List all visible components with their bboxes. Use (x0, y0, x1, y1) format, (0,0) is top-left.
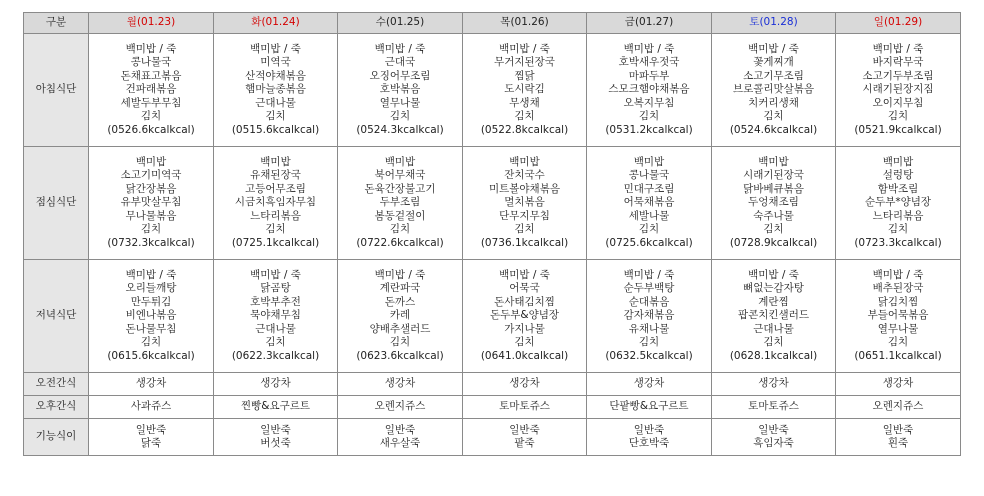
menu-item: 백미밥 / 죽 (748, 268, 799, 281)
menu-cell (712, 34, 836, 147)
menu-item: 닭김치찜 (877, 295, 919, 308)
menu-item: 멸치볶음 (504, 196, 545, 209)
menu-item: 버섯죽 (260, 437, 291, 449)
menu-item: 김치 (140, 110, 162, 123)
menu-item: (0728.9kcalkcal) (729, 236, 818, 249)
menu-cell (338, 147, 463, 260)
menu-item: 미트볼야채볶음 (488, 182, 560, 195)
menu-item: 순대볶음 (628, 295, 670, 308)
menu-item: 생강차 (882, 377, 914, 390)
menu-item: 배추된장국 (872, 282, 924, 295)
menu-item: 김치 (887, 336, 909, 349)
menu-item: 팝콘치킨샐러드 (737, 309, 809, 322)
day-header: 토(01.28) (712, 13, 836, 34)
menu-item: 백미밥 / 죽 (125, 42, 177, 55)
menu-cell (587, 373, 712, 396)
menu-item: 김치 (763, 223, 784, 236)
menu-cell (338, 260, 463, 373)
menu-item: (0723.3kcalkcal) (854, 236, 942, 249)
menu-item: 생강차 (384, 377, 416, 390)
menu-item: 토마토쥬스 (499, 400, 550, 413)
menu-item: 마파두부 (628, 69, 670, 82)
menu-item: 양배추샐러드 (369, 322, 431, 335)
menu-item: (0524.6kcalkcal) (729, 123, 818, 136)
menu-item: (0615.6kcalkcal) (107, 349, 195, 362)
menu-item: 돈나물무침 (125, 322, 177, 335)
menu-item: 두엉채조림 (748, 196, 799, 209)
menu-item: 백미밥 / 죽 (872, 268, 924, 281)
menu-item: 근대나물 (255, 96, 296, 109)
menu-item: 감자채볶음 (623, 309, 675, 322)
menu-item: 김치 (514, 336, 535, 349)
menu-cell (836, 373, 961, 396)
menu-item: 오리들깨탕 (125, 282, 177, 295)
day-header: 월(01.23) (89, 13, 214, 34)
menu-item: 김치 (638, 223, 660, 236)
menu-item: 잔치국수 (504, 169, 545, 182)
menu-item: 봄동겉절이 (374, 209, 426, 222)
menu-cell (89, 34, 214, 147)
table-row (24, 419, 961, 456)
menu-item: 무생채 (509, 96, 540, 109)
menu-item: 일반죽 (384, 423, 416, 436)
menu-item: 콩나물국 (628, 169, 670, 182)
menu-item: (0725.6kcalkcal) (605, 236, 693, 249)
menu-item: 김치 (514, 223, 535, 236)
menu-item: 무나물볶음 (125, 209, 177, 222)
menu-cell (587, 34, 712, 147)
menu-item: 유부맛살무침 (120, 196, 182, 209)
menu-cell (463, 34, 587, 147)
menu-item: (0521.9kcalkcal) (854, 123, 942, 136)
menu-cell (463, 260, 587, 373)
menu-item: (0641.0kcalkcal) (480, 349, 569, 362)
menu-item: 호박부추전 (250, 295, 301, 308)
menu-item: 근대나물 (255, 322, 296, 335)
menu-item: 열무나물 (379, 96, 421, 109)
menu-item: 닭죽 (140, 437, 162, 449)
menu-item: 김치 (638, 110, 660, 123)
menu-item: (0732.3kcalkcal) (107, 236, 195, 249)
menu-item: (0622.3kcalkcal) (231, 349, 320, 362)
menu-cell (463, 373, 587, 396)
menu-cell (89, 260, 214, 373)
menu-item: 단무지무침 (499, 209, 550, 222)
menu-item: 소고기미역국 (120, 169, 182, 182)
menu-item: 부들어묵볶음 (867, 309, 929, 322)
menu-item: 김치 (887, 223, 909, 236)
menu-item: 백미밥 (758, 155, 789, 168)
menu-cell (712, 419, 836, 456)
menu-item: (0725.1kcalkcal) (231, 236, 320, 249)
table-row (24, 396, 961, 419)
menu-item: 팥죽 (514, 437, 535, 449)
menu-item: 순두부백탕 (623, 282, 675, 295)
menu-item: 생강차 (509, 377, 540, 390)
menu-cell (89, 396, 214, 419)
table-row (24, 147, 961, 260)
menu-cell (836, 34, 961, 147)
menu-item: 백미밥 / 죽 (374, 42, 426, 55)
menu-item: 계란찜 (758, 295, 789, 308)
menu-cell (214, 396, 338, 419)
menu-item: (0531.2kcalkcal) (605, 123, 693, 136)
menu-item: (0736.1kcalkcal) (480, 236, 569, 249)
menu-cell (214, 419, 338, 456)
menu-item: 백미밥 / 죽 (374, 268, 426, 281)
row-label: 저녁식단 (24, 260, 89, 373)
row-label: 오전간식 (24, 373, 89, 396)
menu-cell (338, 34, 463, 147)
menu-item: 백미밥 (260, 155, 291, 168)
menu-item: 생강차 (135, 377, 167, 390)
menu-item: 백미밥 / 죽 (623, 268, 675, 281)
menu-item: 백미밥 (384, 155, 416, 168)
menu-item: 김치 (389, 223, 411, 236)
row-label: 기능식이 (24, 419, 89, 456)
menu-cell (214, 147, 338, 260)
table-row (24, 260, 961, 373)
menu-item: 미역국 (260, 56, 291, 69)
menu-item: 순두부*양념장 (864, 196, 932, 209)
day-header: 목(01.26) (463, 13, 587, 34)
menu-cell (836, 396, 961, 419)
row-label: 점심식단 (24, 147, 89, 260)
menu-item: 단호박죽 (628, 437, 670, 449)
menu-item: 유채나물 (628, 322, 670, 335)
menu-item: 돈까스 (384, 295, 416, 308)
menu-item: (0632.5kcalkcal) (605, 349, 693, 362)
menu-cell (587, 260, 712, 373)
menu-item: 백미밥 / 죽 (250, 268, 301, 281)
menu-item: (0722.6kcalkcal) (356, 236, 444, 249)
menu-item: 백미밥 / 죽 (872, 42, 924, 55)
menu-cell (338, 419, 463, 456)
menu-cell (214, 34, 338, 147)
menu-cell (89, 419, 214, 456)
menu-item: 도시락김 (504, 83, 545, 96)
menu-item: 오렌지쥬스 (374, 400, 426, 413)
menu-item: 일반죽 (882, 423, 914, 436)
menu-item: 찐빵&요구르트 (240, 400, 311, 413)
menu-cell (712, 373, 836, 396)
menu-item: 소고기무조림 (743, 69, 804, 82)
menu-item: (0524.3kcalkcal) (356, 123, 444, 136)
row-label: 오후간식 (24, 396, 89, 419)
menu-item: 김치 (389, 336, 411, 349)
corner-label: 구분 (24, 13, 89, 34)
menu-item: 세발두부무침 (120, 96, 182, 109)
menu-item: 근대국 (384, 56, 416, 69)
menu-cell (712, 396, 836, 419)
header-row (24, 13, 961, 34)
menu-item: 묵야채무침 (250, 309, 301, 322)
menu-item: 오이지무침 (872, 96, 924, 109)
menu-item: 오복지무침 (623, 96, 675, 109)
menu-item: 닭곰탕 (260, 282, 291, 295)
menu-item: 스모크햄야채볶음 (608, 83, 690, 96)
menu-cell (836, 419, 961, 456)
menu-item: 백미밥 / 죽 (499, 42, 550, 55)
day-header: 화(01.24) (214, 13, 338, 34)
menu-item: 어묵국 (509, 282, 540, 295)
menu-item: 백미밥 (633, 155, 665, 168)
menu-item: 비엔나볶음 (125, 309, 177, 322)
menu-item: 생강차 (633, 377, 665, 390)
menu-item: 흰죽 (887, 437, 909, 449)
menu-cell (338, 373, 463, 396)
menu-item: 백미밥 (882, 155, 914, 168)
menu-item: 함박조림 (877, 182, 919, 195)
menu-cell (712, 260, 836, 373)
weekly-meal-table (23, 12, 961, 456)
menu-item: 김치 (265, 223, 286, 236)
menu-item: 찜닭 (514, 69, 535, 82)
table-row (24, 34, 961, 147)
menu-item: 소고기두부조림 (862, 69, 934, 82)
menu-item: 열무나물 (877, 322, 919, 335)
menu-cell (836, 147, 961, 260)
menu-item: 백미밥 / 죽 (623, 42, 675, 55)
day-header: 금(01.27) (587, 13, 712, 34)
table-row (24, 373, 961, 396)
menu-item: 새우살죽 (379, 437, 421, 449)
menu-item: 치커리생채 (748, 96, 799, 109)
row-label: 아침식단 (24, 34, 89, 147)
menu-item: 일반죽 (633, 423, 665, 436)
menu-cell (214, 373, 338, 396)
menu-cell (836, 260, 961, 373)
menu-cell (338, 396, 463, 419)
menu-cell (214, 260, 338, 373)
menu-item: 세발나물 (628, 209, 670, 222)
menu-item: 시래기된장국 (743, 169, 804, 182)
menu-item: 어묵채볶음 (623, 196, 675, 209)
menu-item: 닭바베큐볶음 (743, 182, 804, 195)
menu-item: 김치 (389, 110, 411, 123)
menu-item: 카레 (389, 309, 411, 322)
menu-item: 김치 (638, 336, 660, 349)
menu-item: 김치 (265, 336, 286, 349)
menu-item: (0515.6kcalkcal) (231, 123, 320, 136)
menu-item: 뼈없는감자탕 (743, 282, 804, 295)
menu-item: (0628.1kcalkcal) (729, 349, 818, 362)
menu-item: 오렌지쥬스 (872, 400, 924, 413)
menu-item: 일반죽 (758, 423, 789, 436)
menu-item: 백미밥 (135, 155, 167, 168)
menu-item: 백미밥 (509, 155, 540, 168)
menu-cell (587, 396, 712, 419)
menu-cell (89, 373, 214, 396)
menu-item: 느타리볶음 (872, 209, 924, 222)
menu-item: 김치 (514, 110, 535, 123)
menu-item: 무거지된장국 (494, 56, 555, 69)
menu-item: 만두튀김 (130, 295, 172, 308)
menu-cell (463, 147, 587, 260)
menu-item: 민대구조림 (623, 182, 675, 195)
menu-cell (89, 147, 214, 260)
menu-item: 닭간장볶음 (125, 182, 177, 195)
menu-item: 돈채표고볶음 (120, 69, 182, 82)
table-body (24, 34, 961, 456)
menu-item: 바지락무국 (872, 56, 924, 69)
menu-item: 백미밥 / 죽 (125, 268, 177, 281)
menu-item: 백미밥 / 죽 (499, 268, 550, 281)
menu-item: 생강차 (758, 377, 789, 390)
menu-cell (587, 147, 712, 260)
menu-item: 김치 (763, 110, 784, 123)
menu-item: 돈육간장불고기 (364, 182, 436, 195)
menu-item: (0623.6kcalkcal) (356, 349, 444, 362)
menu-item: 사과쥬스 (130, 400, 172, 413)
menu-item: 콩나물국 (130, 56, 172, 69)
menu-item: 가지나물 (504, 322, 545, 335)
menu-cell (587, 419, 712, 456)
menu-item: 유채된장국 (250, 169, 301, 182)
menu-item: 흑임자죽 (753, 437, 794, 449)
menu-item: 북어무채국 (374, 169, 426, 182)
menu-item: 토마토쥬스 (748, 400, 799, 413)
menu-item: 단팥빵&요구르트 (609, 400, 689, 413)
menu-item: (0522.8kcalkcal) (480, 123, 569, 136)
menu-item: 꽃게찌개 (753, 56, 794, 69)
menu-cell (463, 419, 587, 456)
menu-cell (712, 147, 836, 260)
menu-item: 설렁탕 (882, 169, 914, 182)
menu-item: 일반죽 (135, 423, 167, 436)
menu-item: 돈사태김치찜 (494, 295, 555, 308)
menu-item: 산적야채볶음 (245, 69, 306, 82)
menu-item: 호박볶음 (379, 83, 421, 96)
menu-cell (463, 396, 587, 419)
menu-item: 김치 (140, 223, 162, 236)
menu-item: (0526.6kcalkcal) (107, 123, 195, 136)
menu-item: 김치 (887, 110, 909, 123)
day-header: 수(01.25) (338, 13, 463, 34)
menu-item: 근대나물 (753, 322, 794, 335)
menu-item: 김치 (265, 110, 286, 123)
day-header: 일(01.29) (836, 13, 961, 34)
menu-item: (0651.1kcalkcal) (854, 349, 942, 362)
menu-item: 오징어무조림 (369, 69, 431, 82)
menu-item: 고등어무조림 (245, 182, 306, 195)
menu-item: 김치 (763, 336, 784, 349)
menu-item: 호박새우젓국 (618, 56, 680, 69)
menu-item: 두부조림 (379, 196, 421, 209)
menu-item: 브로콜리맛살볶음 (732, 83, 815, 96)
menu-item: 시래기된장지짐 (862, 83, 934, 96)
menu-item: 백미밥 / 죽 (250, 42, 301, 55)
menu-item: 계란파국 (379, 282, 421, 295)
menu-item: 숙주나물 (753, 209, 794, 222)
menu-item: 건파래볶음 (125, 83, 177, 96)
menu-item: 시금치흑임자무침 (234, 196, 317, 209)
menu-item: 생강차 (260, 377, 291, 390)
menu-item: 김치 (140, 336, 162, 349)
menu-item: 돈두부&양념장 (489, 309, 560, 322)
menu-item: 느타리볶음 (250, 209, 301, 222)
menu-item: 일반죽 (260, 423, 291, 436)
menu-item: 일반죽 (509, 423, 540, 436)
menu-item: 백미밥 / 죽 (748, 42, 799, 55)
menu-item: 햄마늘종볶음 (245, 83, 306, 96)
